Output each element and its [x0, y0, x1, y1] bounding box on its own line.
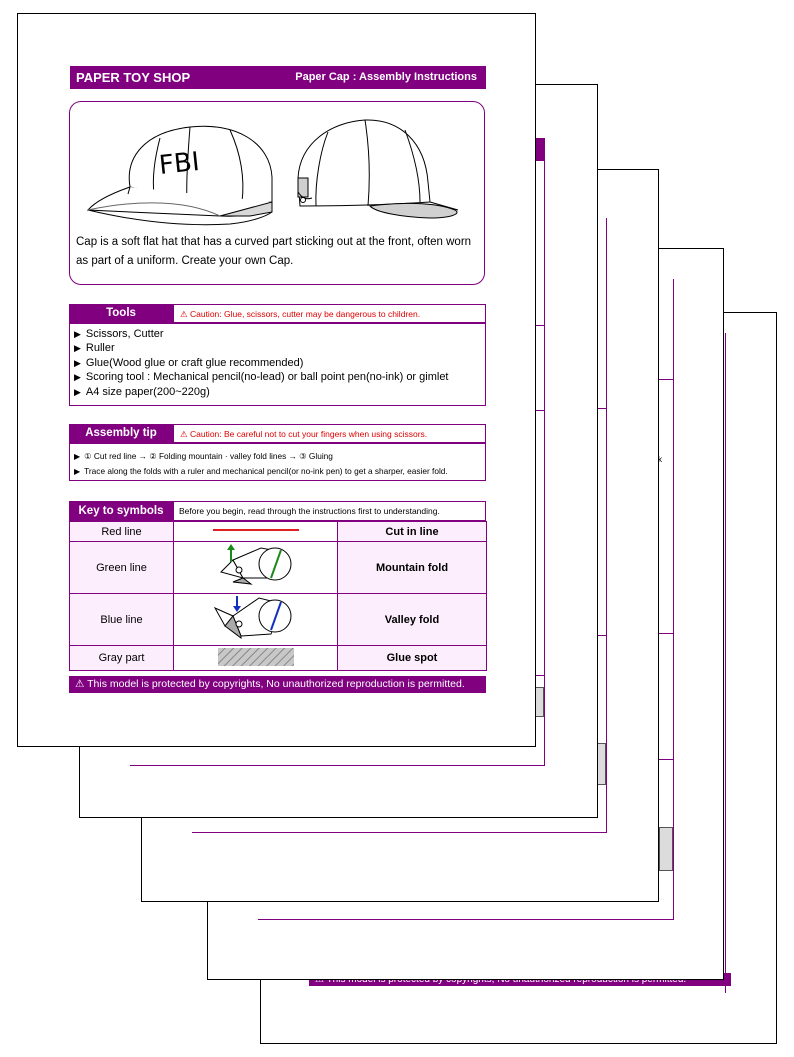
- page-border-line: [673, 279, 674, 919]
- intro-box: [69, 101, 485, 285]
- page-border-line: [258, 919, 674, 920]
- symbol-name: Gray part: [70, 646, 174, 671]
- bullet-triangle-icon: ▶: [74, 357, 81, 368]
- assembly-tip-list: [70, 444, 485, 479]
- key-to-symbols-table: [69, 521, 487, 671]
- symbol-meaning: Valley fold: [338, 594, 487, 646]
- tools-list: [70, 324, 485, 399]
- mountain-fold-symbol: [174, 542, 338, 594]
- bullet-triangle-icon: ▶: [74, 343, 81, 354]
- list-item: ▶ A4 size paper(200~220g): [74, 385, 210, 398]
- table-row: [70, 646, 487, 671]
- symbol-name: Red line: [70, 522, 174, 542]
- tools-label: Tools: [69, 304, 173, 323]
- list-item: ▶ Scoring tool : Mechanical pencil(no-lead) or ball point pen(no-ink) or gimlet: [74, 371, 449, 384]
- symbol-meaning: Cut in line: [338, 522, 487, 542]
- key-to-symbols-note: Before you begin, read through the instructions first to understanding.: [173, 501, 486, 521]
- bullet-triangle-icon: ▶: [74, 372, 81, 383]
- key-to-symbols-label: Key to symbols: [69, 501, 173, 521]
- page-border-line: [536, 410, 544, 411]
- stray-letter: k: [658, 455, 662, 464]
- cap-illustration: [70, 102, 484, 232]
- page-border-line: [536, 675, 544, 676]
- page-header: [70, 66, 486, 89]
- page-border-line: [544, 161, 545, 765]
- valley-fold-symbol: [174, 594, 338, 646]
- page-border-line: [725, 333, 726, 993]
- bullet-triangle-icon: ▶: [74, 329, 81, 339]
- table-row: [70, 522, 487, 542]
- glue-spot-symbol: [174, 646, 338, 671]
- instruction-page: [17, 13, 536, 747]
- brand-name: PAPER TOY SHOP: [76, 70, 191, 85]
- list-item: ▶ Scissors, Cutter: [74, 328, 164, 340]
- page-border-line: [130, 765, 545, 766]
- assembly-tip-box: [69, 443, 486, 481]
- cut-line-symbol: [174, 522, 338, 542]
- bullet-triangle-icon: ▶: [74, 386, 81, 397]
- table-row: [70, 594, 487, 646]
- header-bar-edge: [535, 138, 545, 161]
- assembly-tip-caution: ⚠ Caution: Be careful not to cut your fingers when using scissors.: [173, 424, 486, 443]
- symbol-meaning: Mountain fold: [338, 542, 487, 594]
- tools-list-box: [69, 323, 486, 406]
- symbol-name: Blue line: [70, 594, 174, 646]
- list-item: ▶ ① Cut red line → ② Folding mountain · valley fold lines → ③ Gluing: [74, 451, 333, 461]
- bullet-triangle-icon: ▶: [74, 467, 81, 476]
- glue-tab: [659, 827, 673, 871]
- table-row: [70, 542, 487, 594]
- cap-side-view: [298, 120, 458, 218]
- copyright-footer: ⚠ This model is protected by copyrights, No unauthorized reproduction is permitted.: [69, 676, 486, 693]
- page-border-line: [606, 218, 607, 832]
- bullet-triangle-icon: ▶: [74, 452, 81, 461]
- page-border-line: [192, 832, 607, 833]
- page-border-line: [536, 325, 544, 326]
- intro-description: Cap is a soft flat hat that has a curved part sticking out at the front, often worn as part of a uniform. Create your own Cap.: [76, 236, 472, 267]
- document-title: Paper Cap : Assembly Instructions: [295, 71, 477, 83]
- list-item: ▶ Trace along the folds with a ruler and mechanical pencil(or no-ink pen) to get a sharper, easier fold.: [74, 466, 448, 476]
- cap-front-text: FBI: [157, 146, 201, 181]
- symbol-name: Green line: [70, 542, 174, 594]
- symbol-meaning: Glue spot: [338, 646, 487, 671]
- list-item: ▶ Glue(Wood glue or craft glue recommended): [74, 356, 304, 369]
- list-item: ▶ Ruller: [74, 342, 115, 355]
- tools-caution: ⚠ Caution: Glue, scissors, cutter may be dangerous to children.: [173, 304, 486, 323]
- assembly-tip-label: Assembly tip: [69, 424, 173, 443]
